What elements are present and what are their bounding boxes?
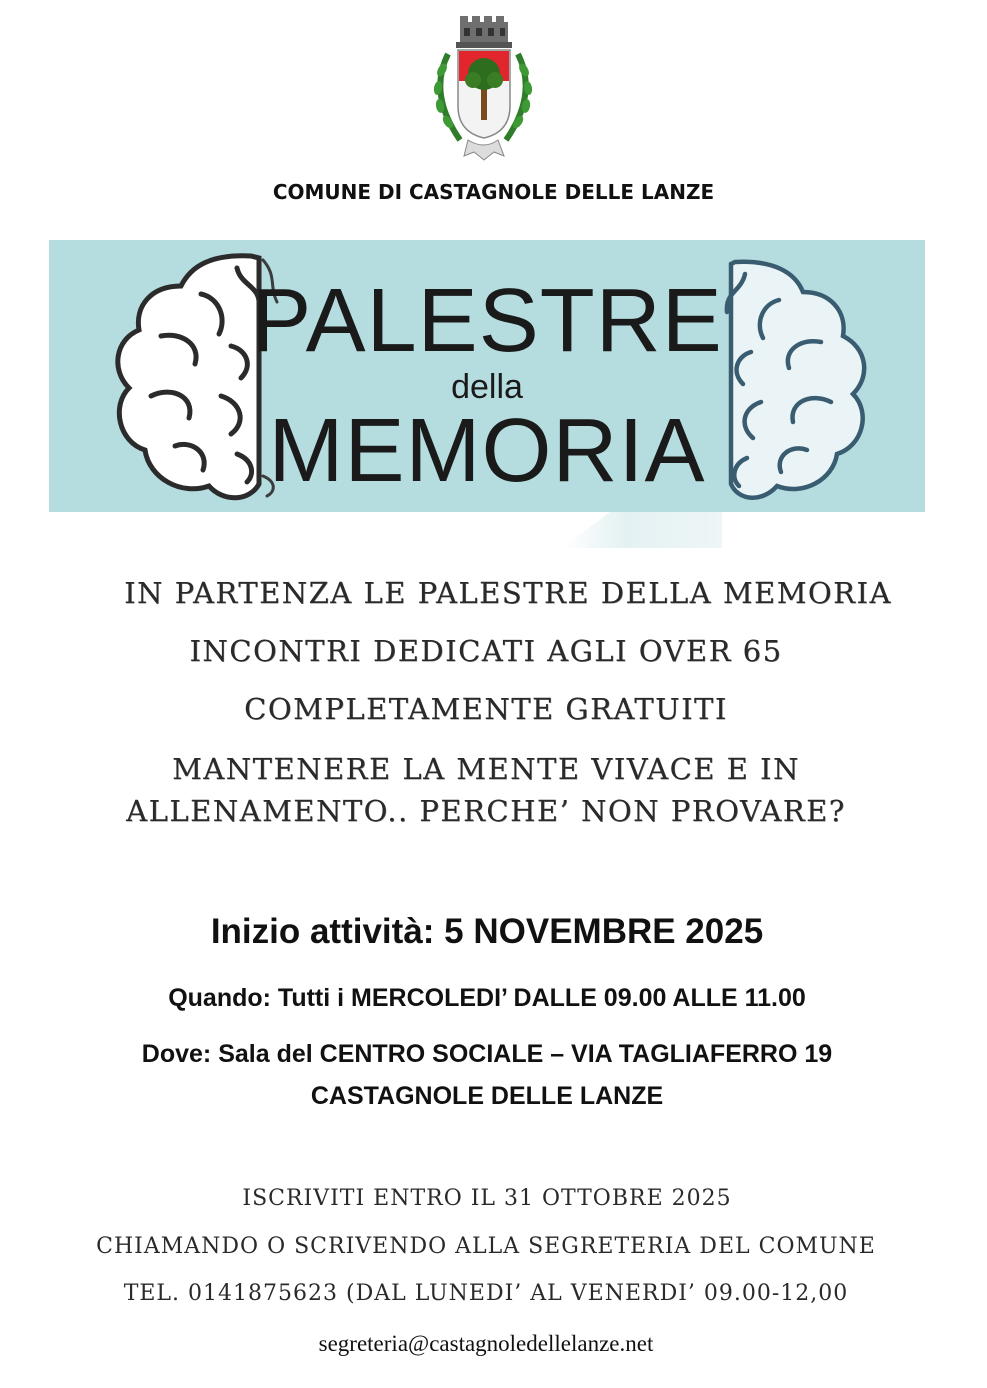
intro-line-3: COMPLETAMENTE GRATUITI (244, 692, 728, 726)
location-where: Dove: Sala del CENTRO SOCIALE – VIA TAGLIAFERRO 19 (141, 1040, 833, 1068)
registration-deadline: ISCRIVITI ENTRO IL 31 OTTOBRE 2025 (242, 1186, 732, 1211)
intro-line-1: IN PARTENZA LE PALESTRE DELLA MEMORIA (124, 576, 892, 610)
municipal-crest-icon (418, 14, 548, 166)
schedule-when: Quando: Tutti i MERCOLEDI’ DALLE 09.00 ALLE 11.00 (168, 984, 806, 1012)
banner-title-palestre: PALESTRE (251, 271, 723, 371)
intro-line-4: MANTENERE LA MENTE VIVACE E IN (172, 752, 800, 786)
intro-line-5: ALLENAMENTO.. PERCHE’ NON PROVARE? (126, 794, 846, 828)
banner-shadow (562, 512, 722, 548)
intro-line-2: INCONTRI DEDICATI AGLI OVER 65 (189, 634, 783, 668)
registration-method: CHIAMANDO O SCRIVENDO ALLA SEGRETERIA DEL COMUNE (96, 1234, 876, 1259)
banner-title-memoria: MEMORIA (268, 401, 706, 501)
start-date: Inizio attività: 5 NOVEMBRE 2025 (210, 912, 764, 951)
brain-right-icon (721, 256, 891, 506)
organization-name: COMUNE DI CASTAGNOLE DELLE LANZE (272, 180, 715, 204)
email-address: segreteria@castagnoledellelanze.net (318, 1331, 654, 1356)
banner-title-della: della (451, 368, 523, 406)
title-banner (49, 240, 925, 512)
location-town: CASTAGNOLE DELLE LANZE (310, 1082, 664, 1110)
phone-number: TEL. 0141875623 (DAL LUNEDI’ AL VENERDI’ 09.00-12,00 (123, 1281, 849, 1306)
